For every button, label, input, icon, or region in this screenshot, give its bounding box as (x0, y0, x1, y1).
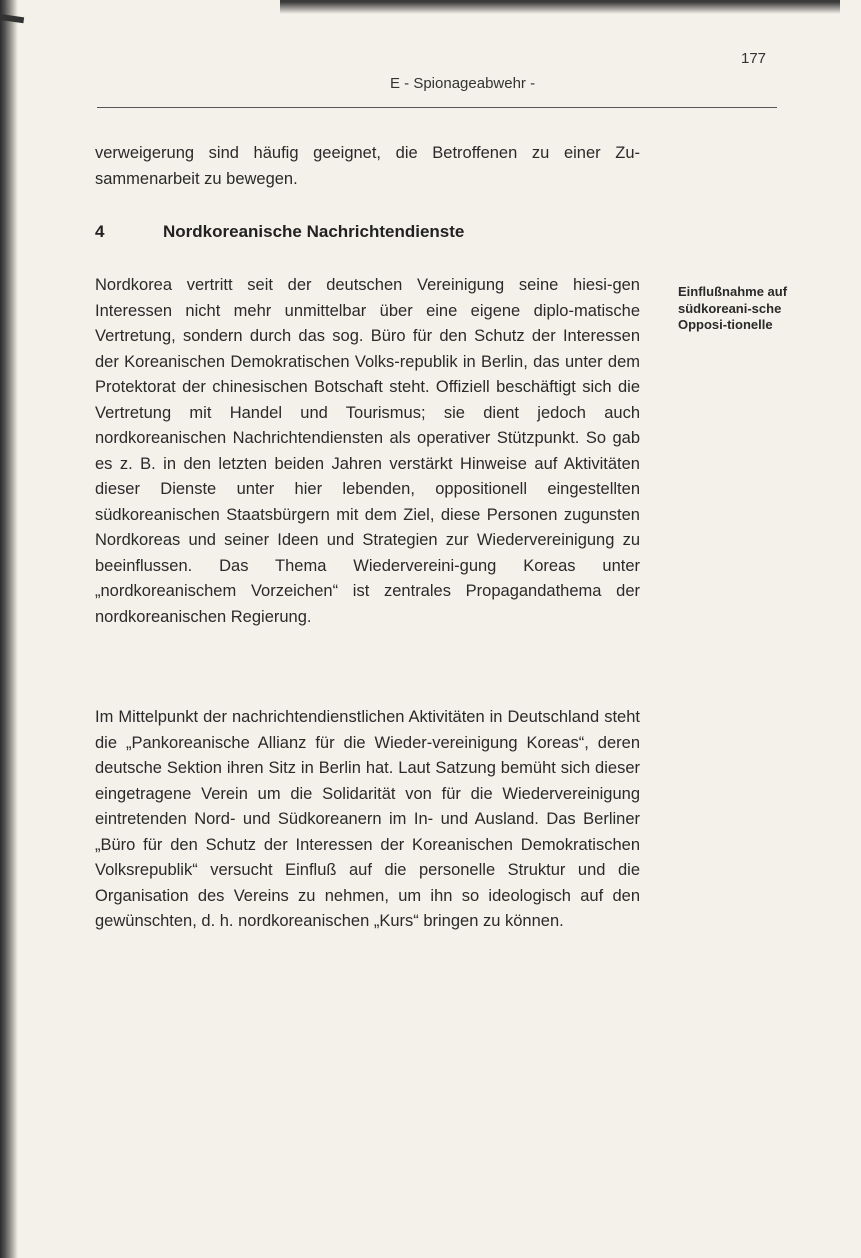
margin-note: Einflußnahme auf südkoreani-sche Opposi-tionelle (678, 284, 788, 332)
carryover-paragraph: verweigerung sind häufig geeignet, die Betroffenen zu einer Zu-sammenarbeit zu bewegen. (95, 144, 640, 188)
section-number: 4 (95, 222, 105, 241)
scan-top-edge (280, 0, 840, 14)
section-heading (95, 222, 464, 242)
scan-binding-shadow (0, 0, 18, 1258)
section-title: Nordkoreanische Nachrichtendienste (163, 222, 465, 241)
body-paragraph-2: Im Mittelpunkt der nachrichtendienstlichen Aktivitäten in Deutschland steht die „Pankoreanische Allianz für die Wieder-vereinigung Koreas“, deren deutsche Sektion ihren Sitz in Berlin hat. Laut Satzung bemüht sich dieser eingetragene Verein um die Solidarität von für die Wiedervereinigung eintretenden Nord- und Südkoreanern im In- und Ausland. Das Berliner „Büro für den Schutz der Interessen der Koreanischen Demokratischen Volksrepublik“ versucht Einfluß auf die personelle Struktur und die Organisation des Vereins zu nehmen, um ihn so ideologisch auf den gewünschten, d. h. nordkoreanischen „Kurs“ bringen zu können. (95, 708, 640, 930)
body-paragraph-1: Nordkorea vertritt seit der deutschen Vereinigung seine hiesi-gen Interessen nicht mehr unmittelbar über eine eigene diplo-matische Vertretung, sondern durch das sog. Büro für den Schutz der Interessen der Koreanischen Demokratischen Volks-republik in Berlin, das unter dem Protektorat der chinesischen Botschaft steht. Offiziell beschäftigt sich die Vertretung mit Handel und Tourismus; sie dient jedoch auch nordkoreanischen Nachrichtendiensten als operativer Stützpunkt. So gab es z. B. in den letzten beiden Jahren verstärkt Hinweise auf Aktivitäten dieser Dienste unter hier lebenden, oppositionell eingestellten südkoreanischen Staatsbürgern mit dem Ziel, diese Personen zugunsten Nordkoreas und seiner Ideen und Strategien zur Wiedervereinigung zu beeinflussen. Das Thema Wiedervereini-gung Koreas unter „nordkoreanischem Vorzeichen“ ist zentrales Propagandathema der nordkoreanischen Regierung. (95, 276, 640, 626)
header-rule (97, 107, 777, 108)
page-number: 177 (741, 50, 767, 67)
running-header: E - Spionageabwehr - (390, 75, 536, 92)
